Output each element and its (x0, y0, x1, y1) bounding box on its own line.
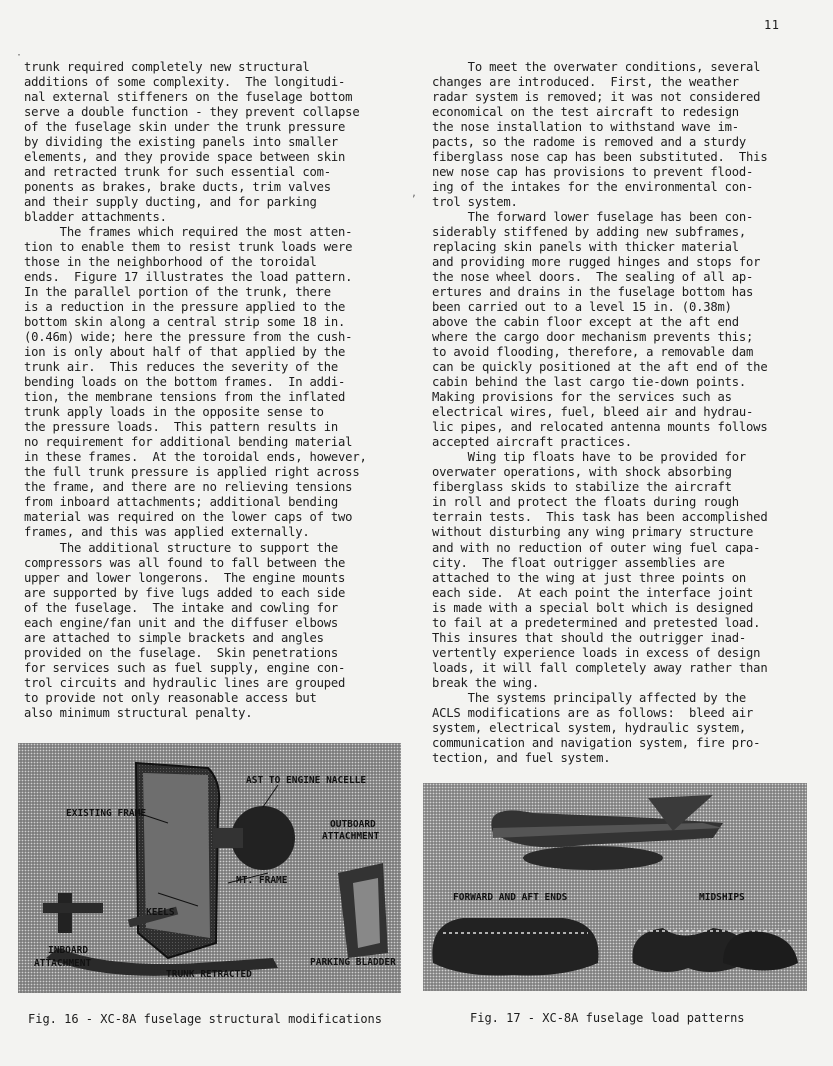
right-column-line: the nose installation to withstand wave im- (432, 120, 739, 135)
left-column-line: bending loads on the bottom frames. In addi- (24, 375, 346, 390)
right-column-line: and with no reduction of outer wing fuel capa- (432, 540, 761, 555)
left-column-line: for services such as fuel supply, engine con- (24, 660, 346, 675)
right-column-line: This insures that should the outrigger inad- (432, 630, 747, 645)
fig16-label-existing-frame: EXISTING FRAME (66, 808, 147, 819)
left-column-line: trunk required completely new structural (24, 60, 310, 74)
right-column-line: break the wing. (432, 675, 540, 690)
left-column-line: The additional structure to support the (24, 540, 339, 555)
right-column-line: fiberglass skids to stabilize the aircraft (432, 480, 732, 495)
left-column-line: in these frames. At the toroidal ends, however, (24, 450, 367, 465)
right-column-line: city. The float outrigger assemblies are (432, 555, 725, 570)
right-column-line: tection, and fuel system. (432, 750, 611, 765)
right-column-line: terrain tests. This task has been accomplished (432, 510, 768, 525)
left-column-line: of the fuselage skin under the trunk pressure (24, 120, 346, 135)
right-column-line: without disturbing any wing primary structure (432, 525, 754, 540)
right-column-line: ACLS modifications are as follows: bleed air (432, 705, 754, 720)
figure-16-fuselage-modifications (18, 743, 401, 993)
left-column-line: The frames which required the most atten- (24, 225, 353, 240)
fig16-label-outboard-attachment: ATTACHMENT (322, 831, 380, 842)
left-column-line: (0.46m) wide; here the pressure from the cush- (24, 330, 353, 345)
left-column-line: the pressure loads. This pattern results in (24, 420, 339, 435)
fig17-label-midships: MIDSHIPS (699, 892, 745, 903)
fig16-label-keels: KEELS (146, 907, 175, 918)
right-column-line: pacts, so the radome is removed and a sturdy (432, 135, 747, 150)
left-column-line: to provide not only reasonable access but (24, 690, 317, 705)
left-column-line: bottom skin along a central strip some 18 in. (24, 315, 346, 330)
right-column-line: can be quickly positioned at the aft end of the (432, 360, 768, 375)
figure-16-caption: Fig. 16 - XC-8A fuselage structural modifications (28, 1012, 383, 1026)
right-column-line: and providing more rugged hinges and stops for (432, 255, 761, 270)
left-column-line: frames, and this was applied externally. (24, 525, 310, 540)
right-column-line: Making provisions for the services such as (432, 390, 732, 405)
right-column-line: new nose cap has provisions to prevent flood- (432, 165, 754, 180)
right-column-line: ertures and drains in the fuselage bottom has (432, 285, 754, 300)
right-column-line: loads, it will fall completely away rather than (432, 660, 768, 675)
right-column-line: attached to the wing at just three points on (432, 570, 747, 585)
right-column-line: communication and navigation system, fire pro- (432, 735, 761, 750)
right-column-line: siderably stiffened by adding new subframes, (432, 225, 747, 240)
left-column-line: trunk air. This reduces the severity of the (24, 360, 339, 375)
left-column-line: elements, and they provide space between skin (24, 150, 346, 165)
left-column-line: the frame, and there are no relieving tensions (24, 480, 353, 495)
right-column-line: been carried out to a level 15 in. (0.38m) (432, 300, 732, 315)
fig16-label-outboard: OUTBOARD (330, 819, 376, 830)
left-column-line: by dividing the existing panels into smaller (24, 135, 339, 150)
left-column-line: compressors was all found to fall between the (24, 555, 346, 570)
right-column-line: ing of the intakes for the environmental con- (432, 180, 754, 195)
figure-17-drawing (423, 783, 807, 991)
left-column-line: additions of some complexity. The longitudi- (24, 75, 346, 90)
fig16-label-parking-bladder: PARKING BLADDER (310, 957, 396, 968)
right-column-line: fiberglass nose cap has been substituted. This (432, 150, 768, 165)
fig17-label-forward-aft: FORWARD AND AFT ENDS (453, 892, 568, 903)
left-column-line: also minimum structural penalty. (24, 705, 253, 720)
fig16-label-trunk-retracted: TRUNK RETRACTED (166, 969, 252, 980)
figure-16-drawing (18, 743, 401, 993)
left-column-line: provided on the fuselage. Skin penetrations (24, 645, 339, 660)
right-column-line: above the cabin floor except at the aft end (432, 315, 739, 330)
right-column-line: in roll and protect the floats during rough (432, 495, 739, 510)
left-column-line: is a reduction in the pressure applied to the (24, 300, 346, 315)
right-column-line: accepted aircraft practices. (432, 435, 632, 450)
right-column-line: each side. At each point the interface joint (432, 585, 754, 600)
left-column-line: upper and lower longerons. The engine mounts (24, 570, 346, 585)
page-number: 11 (764, 18, 780, 32)
right-column (432, 60, 796, 766)
left-column-line: those in the neighborhood of the toroidal (24, 255, 317, 270)
right-column-line: The systems principally affected by the (432, 690, 747, 705)
right-column-line: radar system is removed; it was not considered (432, 90, 761, 105)
left-column-line: bladder attachments. (24, 210, 167, 225)
left-column-line: trol circuits and hydraulic lines are grouped (24, 675, 346, 690)
right-column-line: To meet the overwater conditions, several (432, 60, 761, 74)
left-column-line: ponents as brakes, brake ducts, trim valves (24, 180, 331, 195)
left-column-line: nal external stiffeners on the fuselage bottom (24, 90, 353, 105)
right-column-line: is made with a special bolt which is designed (432, 600, 754, 615)
left-column-line: of the fuselage. The intake and cowling for (24, 600, 339, 615)
left-column-line: are supported by five lugs added to each side (24, 585, 346, 600)
fig16-label-ast-nacelle: AST TO ENGINE NACELLE (246, 775, 367, 786)
right-column-line: changes are introduced. First, the weather (432, 75, 739, 90)
left-column-line: In the parallel portion of the trunk, there (24, 285, 331, 300)
left-column (24, 60, 376, 721)
right-column-line: to fail at a predetermined and pretested load. (432, 615, 761, 630)
left-column-line: trunk apply loads in the opposite sense to (24, 405, 324, 420)
right-column-line: to avoid flooding, therefore, a removable dam (432, 345, 754, 360)
left-column-line: ends. Figure 17 illustrates the load pattern. (24, 270, 353, 285)
fig16-label-inboard-attachment: ATTACHMENT (34, 958, 92, 969)
left-column-line: material was required on the lower caps of two (24, 510, 353, 525)
scan-dot: · (16, 50, 23, 61)
left-column-line: each engine/fan unit and the diffuser elbows (24, 615, 339, 630)
right-column-line: replacing skin panels with thicker material (432, 240, 739, 255)
left-column-line: tion to enable them to resist trunk loads were (24, 240, 353, 255)
right-column-line: system, electrical system, hydraulic system, (432, 720, 747, 735)
left-column-line: serve a double function - they prevent collapse (24, 105, 360, 120)
right-column-line: economical on the test aircraft to redesign (432, 105, 739, 120)
figure-17-load-patterns (423, 783, 807, 991)
left-column-line: and their supply ducting, and for parking (24, 195, 317, 210)
right-column-line: the nose wheel doors. The sealing of all ap- (432, 270, 754, 285)
right-column-line: trol system. (432, 195, 518, 210)
right-column-line: cabin behind the last cargo tie-down points. (432, 375, 747, 390)
right-column-line: where the cargo door mechanism prevents this; (432, 330, 754, 345)
left-column-line: from inboard attachments; additional bending (24, 495, 339, 510)
left-column-line: no requirement for additional bending material (24, 435, 353, 450)
fig16-label-mt-frame: MT. FRAME (236, 875, 288, 886)
right-column-line: electrical wires, fuel, bleed air and hydrau- (432, 405, 754, 420)
fig16-label-inboard: INBOARD (48, 945, 89, 956)
right-column-line: overwater operations, with shock absorbing (432, 465, 732, 480)
scan-mark: , (411, 188, 418, 199)
right-column-line: vertently experience loads in excess of design (432, 645, 761, 660)
left-column-line: tion, the membrane tensions from the inflated (24, 390, 346, 405)
left-column-line: are attached to simple brackets and angles (24, 630, 324, 645)
figure-17-caption: Fig. 17 - XC-8A fuselage load patterns (470, 1011, 745, 1025)
left-column-line: the full trunk pressure is applied right across (24, 465, 360, 480)
left-column-line: ion is only about half of that applied by the (24, 345, 346, 360)
right-column-line: Wing tip floats have to be provided for (432, 450, 747, 465)
right-column-line: lic pipes, and relocated antenna mounts follows (432, 420, 768, 435)
left-column-line: and retracted trunk for such essential com- (24, 165, 331, 180)
right-column-line: The forward lower fuselage has been con- (432, 210, 754, 225)
